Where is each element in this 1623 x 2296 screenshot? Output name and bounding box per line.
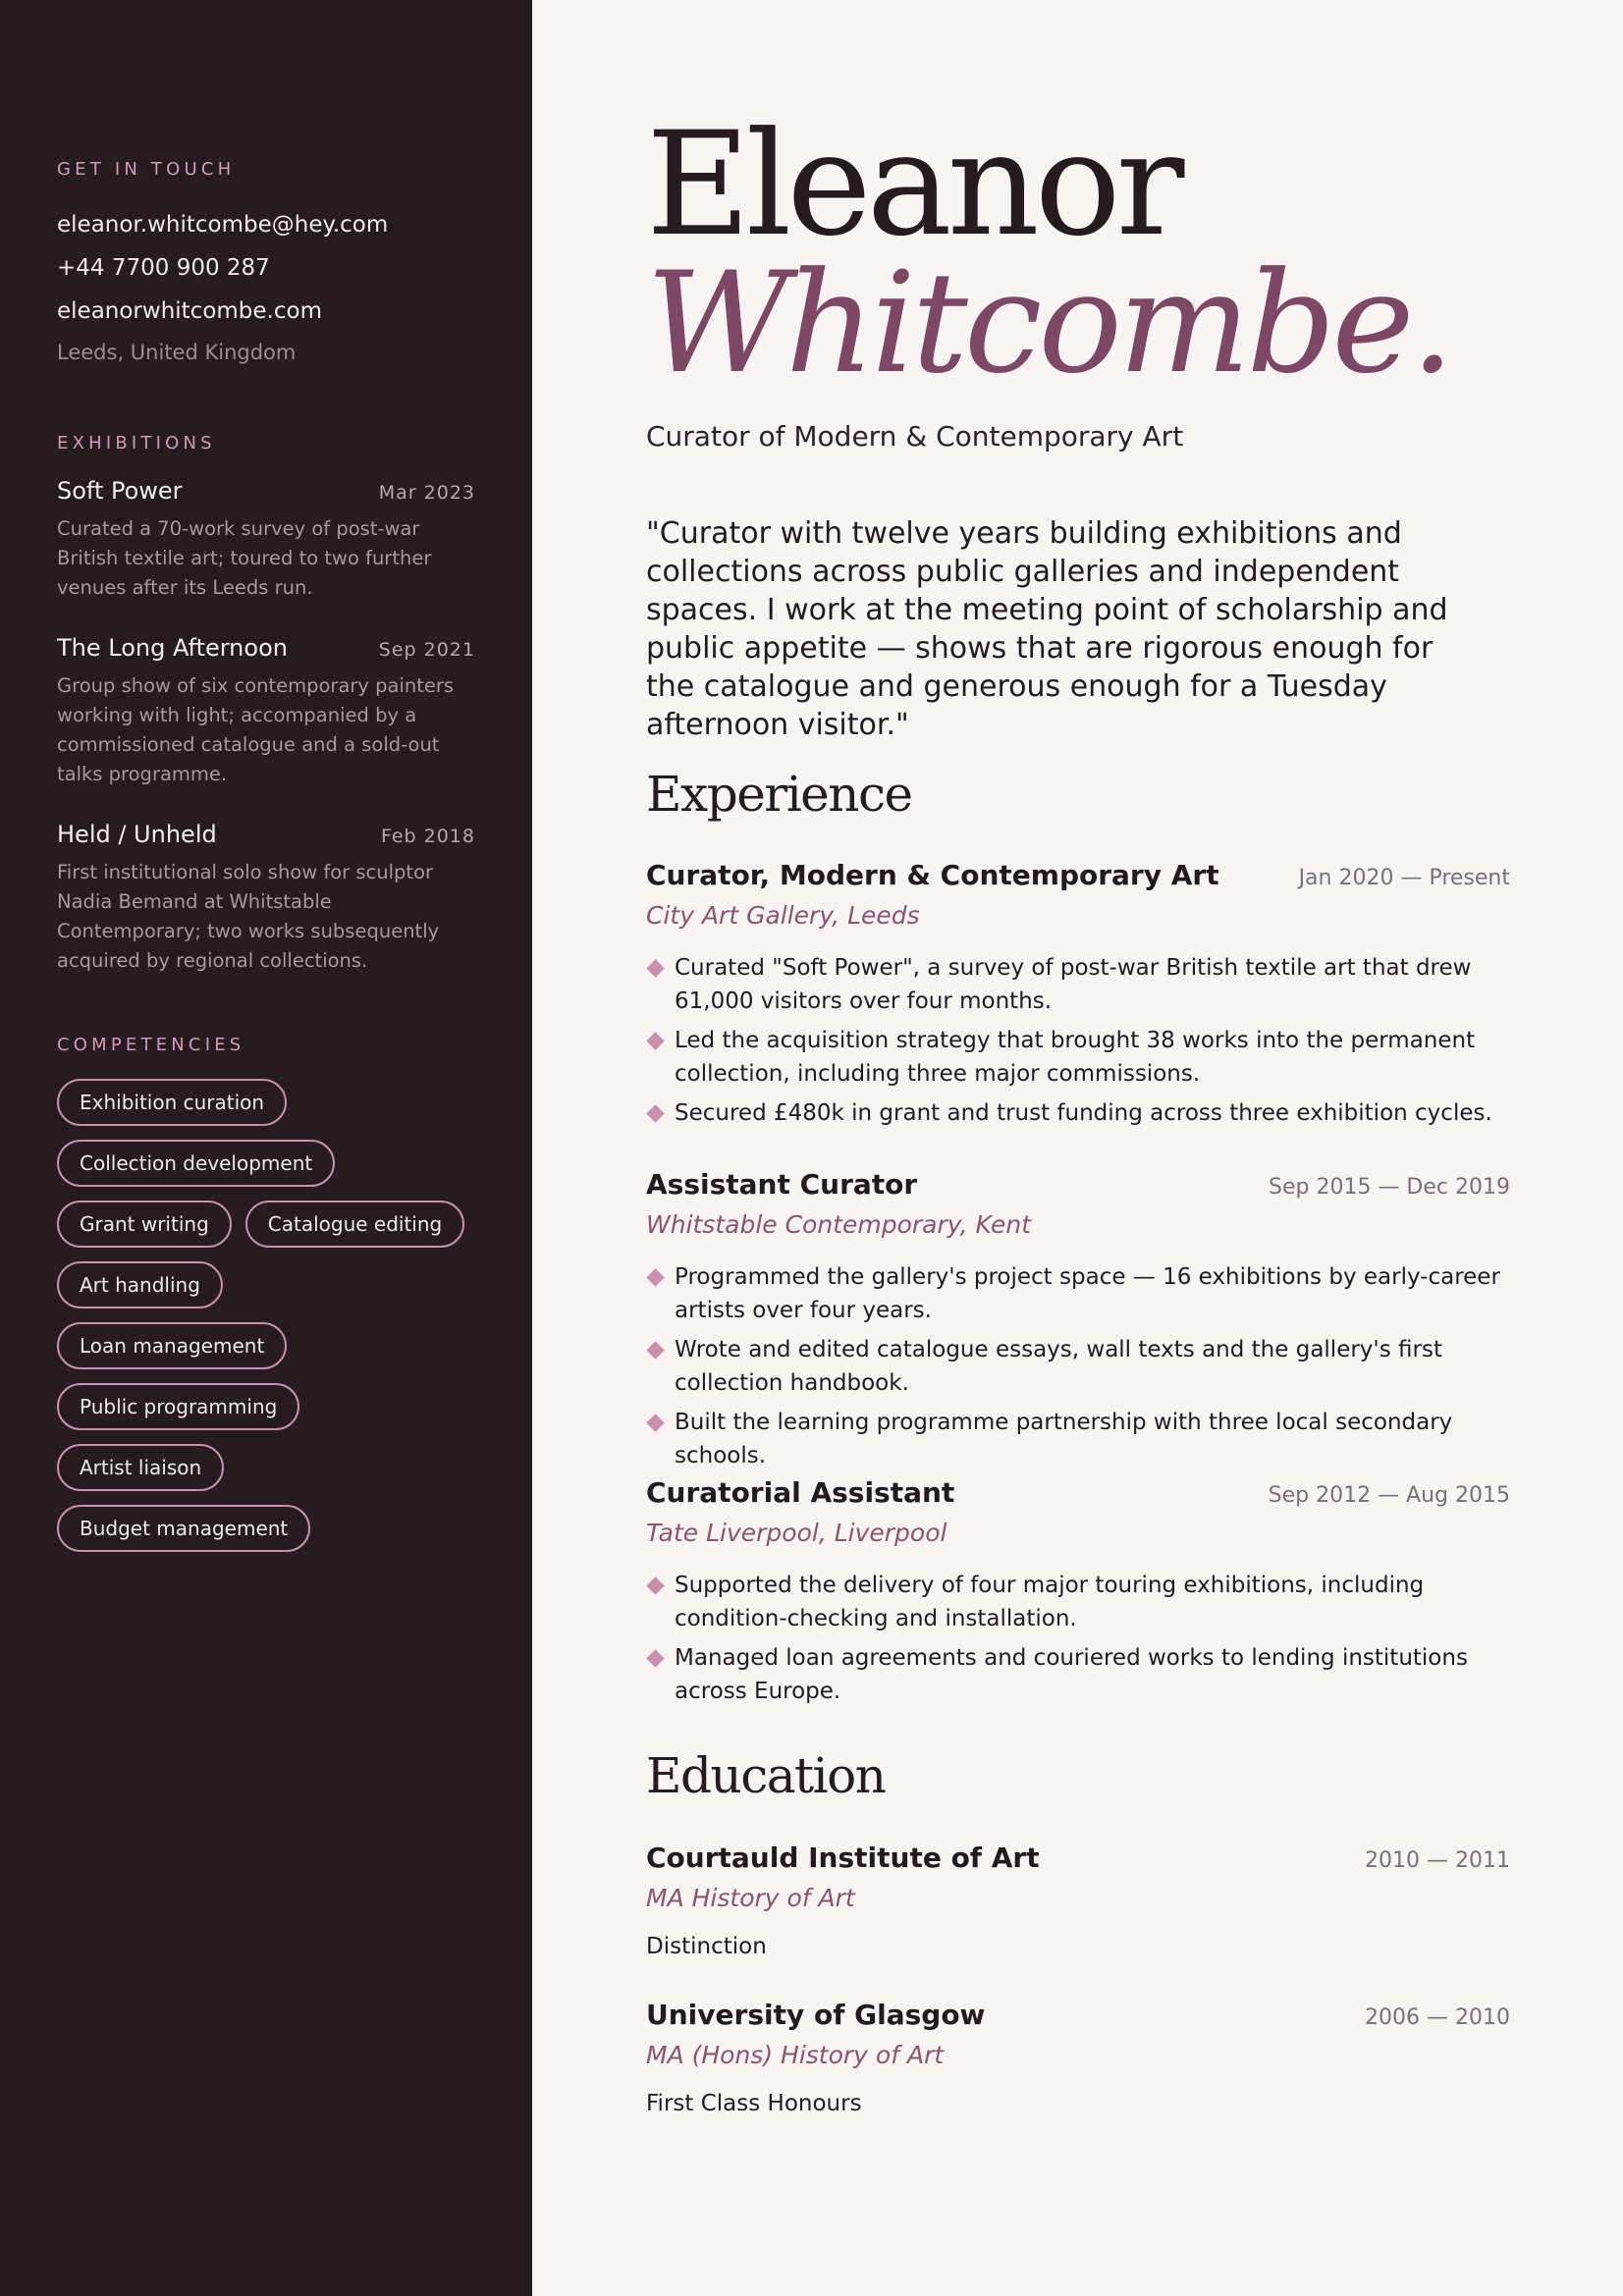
diamond-bullet-icon bbox=[646, 1268, 664, 1286]
bullet-item bbox=[646, 1406, 1510, 1472]
diamond-bullet-icon bbox=[646, 1341, 664, 1359]
diamond-bullet-icon bbox=[646, 1576, 664, 1594]
bullet-text: Curated "Soft Power", a survey of post-war British textile art that drew 61,000 visitors over four months. bbox=[675, 955, 1472, 1014]
bullet-text: Led the acquisition strategy that brought 38 works into the permanent collection, including three major commissions. bbox=[675, 1028, 1476, 1087]
competency-chip: Artist liaison bbox=[57, 1444, 224, 1491]
exhibition-date: Mar 2023 bbox=[378, 482, 475, 504]
bullet-item bbox=[646, 1024, 1510, 1091]
exhibition-date: Sep 2021 bbox=[378, 639, 475, 661]
last-name-text: Whitcombe bbox=[646, 242, 1411, 404]
education-note: Distinction bbox=[646, 1934, 767, 1959]
contact-website[interactable]: eleanorwhitcombe.com bbox=[57, 298, 322, 324]
bullet-item bbox=[646, 1096, 1510, 1130]
sidebar bbox=[0, 0, 532, 2296]
competency-chip: Collection development bbox=[57, 1140, 335, 1187]
job-date: Jan 2020 — Present bbox=[1298, 866, 1510, 890]
education-heading: Education bbox=[646, 1747, 886, 1804]
job-entry bbox=[646, 1168, 1510, 1478]
bullet-text: Managed loan agreements and couriered works to lending institutions across Europe. bbox=[675, 1645, 1468, 1704]
job-organization: City Art Gallery, Leeds bbox=[646, 901, 920, 930]
bullet-text: Built the learning programme partnership with three local secondary schools. bbox=[675, 1410, 1453, 1468]
degree: MA History of Art bbox=[646, 1884, 855, 1912]
competencies-heading: COMPETENCIES bbox=[57, 1035, 245, 1055]
exhibition-item bbox=[57, 821, 475, 976]
exhibition-description: Group show of six contemporary painters working with light; accompanied by a commissioned catalogue and a sold-out talks programme. bbox=[57, 674, 455, 785]
job-bullets bbox=[646, 951, 1510, 1130]
diamond-bullet-icon bbox=[646, 1414, 664, 1431]
competency-chip: Art handling bbox=[57, 1261, 223, 1308]
bullet-item bbox=[646, 1641, 1510, 1708]
school-name: Courtauld Institute of Art bbox=[646, 1842, 1040, 1874]
exhibition-item bbox=[57, 634, 475, 789]
job-organization: Tate Liverpool, Liverpool bbox=[646, 1519, 947, 1547]
name-dot: . bbox=[1410, 242, 1451, 404]
bullet-text: Programmed the gallery's project space — 16 exhibitions by early-career artists over four years. bbox=[675, 1264, 1500, 1323]
education-note: First Class Honours bbox=[646, 2091, 862, 2116]
bullet-item bbox=[646, 1569, 1510, 1635]
bullet-text: Wrote and edited catalogue essays, wall texts and the gallery's first collection handbook. bbox=[675, 1337, 1442, 1396]
profile-quote: "Curator with twelve years building exhibitions and collections across public galleries and independent spaces. I work at the meeting point of scholarship and public appetite — shows that are rigorous enough for the catalogue and generous enough for a Tuesday afternoon visitor." bbox=[646, 516, 1448, 742]
competency-chip: Grant writing bbox=[57, 1201, 232, 1248]
contact-section bbox=[57, 159, 475, 372]
exhibitions-section bbox=[57, 433, 475, 976]
job-entry bbox=[646, 1476, 1510, 1714]
education-date: 2010 — 2011 bbox=[1365, 1848, 1510, 1873]
contact-phone[interactable]: +44 7700 900 287 bbox=[57, 255, 270, 281]
diamond-bullet-icon bbox=[646, 1032, 664, 1049]
job-date: Sep 2012 — Aug 2015 bbox=[1268, 1483, 1510, 1508]
bullet-item bbox=[646, 951, 1510, 1018]
exhibition-title: Soft Power bbox=[57, 477, 183, 505]
bullet-item bbox=[646, 1333, 1510, 1400]
competency-chips bbox=[57, 1079, 479, 1566]
bullet-text: Secured £480k in grant and trust funding across three exhibition cycles. bbox=[675, 1100, 1492, 1126]
diamond-bullet-icon bbox=[646, 1104, 664, 1122]
last-name bbox=[646, 242, 1451, 404]
job-subtitle: Curator of Modern & Contemporary Art bbox=[646, 420, 1184, 453]
competencies-section bbox=[57, 1035, 475, 1566]
exhibition-date: Feb 2018 bbox=[380, 826, 475, 847]
job-organization: Whitstable Contemporary, Kent bbox=[646, 1210, 1032, 1239]
job-title: Curatorial Assistant bbox=[646, 1476, 955, 1509]
diamond-bullet-icon bbox=[646, 959, 664, 977]
job-bullets bbox=[646, 1569, 1510, 1708]
exhibition-title: The Long Afternoon bbox=[57, 634, 288, 662]
education-entry bbox=[646, 1999, 1510, 2116]
competency-chip: Loan management bbox=[57, 1322, 287, 1369]
degree: MA (Hons) History of Art bbox=[646, 2041, 945, 2069]
contact-email[interactable]: eleanor.whitcombe@hey.com bbox=[57, 212, 389, 238]
competency-chip: Exhibition curation bbox=[57, 1079, 287, 1126]
exhibition-description: Curated a 70-work survey of post-war British textile art; toured to two further venues after its Leeds run. bbox=[57, 517, 432, 599]
first-name: Eleanor bbox=[646, 101, 1180, 268]
school-name: University of Glasgow bbox=[646, 1999, 986, 2031]
competency-chip: Budget management bbox=[57, 1505, 310, 1552]
experience-heading: Experience bbox=[646, 766, 912, 823]
education-date: 2006 — 2010 bbox=[1365, 2005, 1510, 2030]
exhibition-item bbox=[57, 477, 475, 603]
exhibition-description: First institutional solo show for sculptor Nadia Bemand at Whitstable Contemporary; two works subsequently acquired by regional collections. bbox=[57, 861, 440, 972]
contact-location: Leeds, United Kingdom bbox=[57, 341, 297, 364]
bullet-text: Supported the delivery of four major touring exhibitions, including condition-checking and installation. bbox=[675, 1573, 1425, 1631]
competency-chip: Catalogue editing bbox=[245, 1201, 464, 1248]
exhibition-title: Held / Unheld bbox=[57, 821, 217, 848]
bullet-item bbox=[646, 1260, 1510, 1327]
education-entry bbox=[646, 1842, 1510, 1959]
diamond-bullet-icon bbox=[646, 1649, 664, 1667]
contact-heading: GET IN TOUCH bbox=[57, 159, 236, 180]
exhibitions-heading: EXHIBITIONS bbox=[57, 433, 216, 454]
job-date: Sep 2015 — Dec 2019 bbox=[1269, 1175, 1510, 1200]
job-entry bbox=[646, 859, 1510, 1136]
job-title: Curator, Modern & Contemporary Art bbox=[646, 859, 1219, 891]
job-title: Assistant Curator bbox=[646, 1168, 918, 1201]
competency-chip: Public programming bbox=[57, 1383, 299, 1430]
job-bullets bbox=[646, 1260, 1510, 1472]
